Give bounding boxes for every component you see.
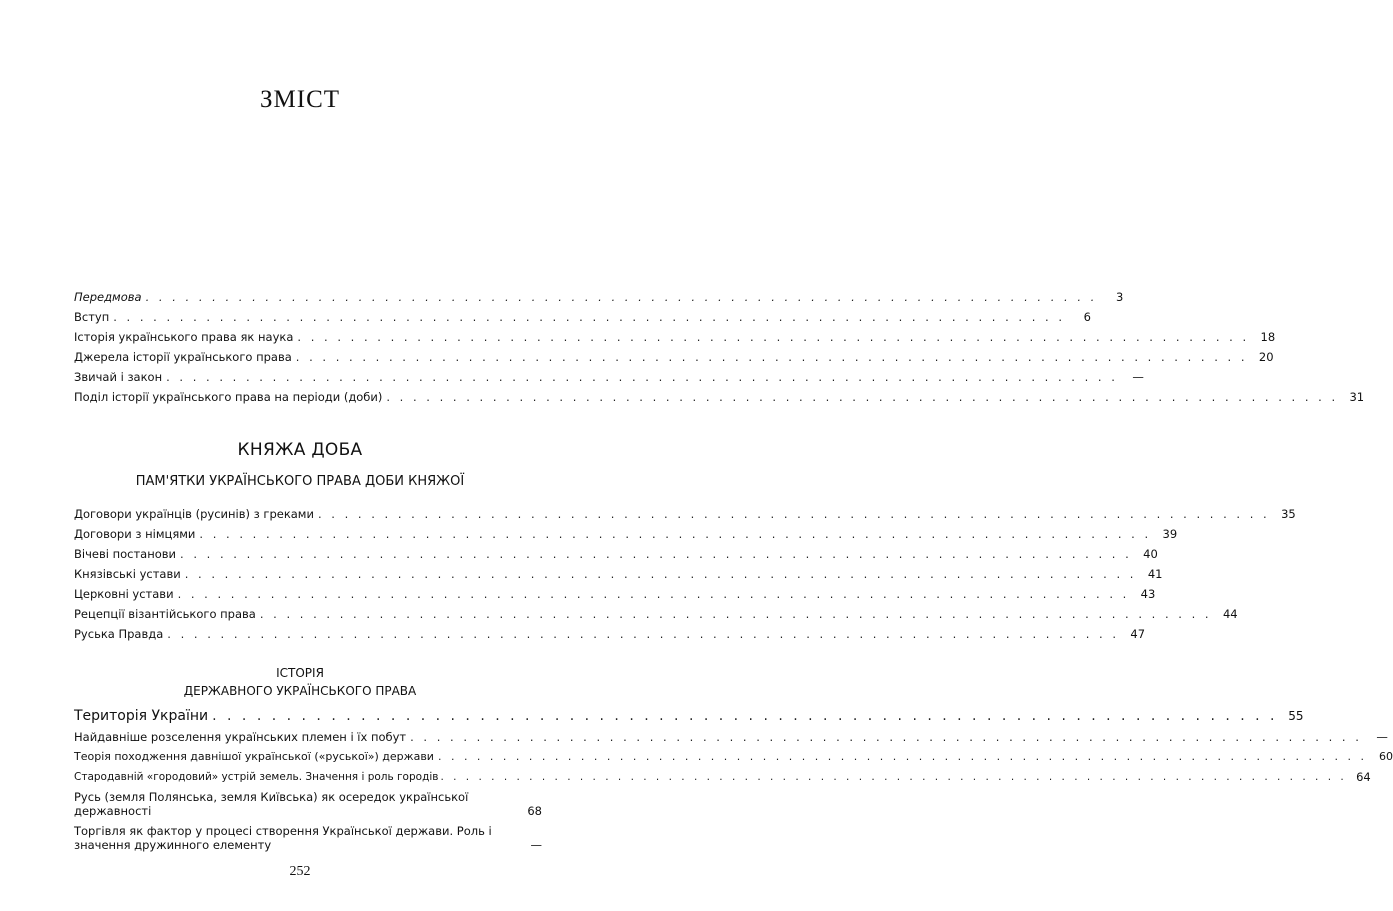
section-heading: ІСТОРІЯ — [276, 666, 324, 680]
toc-entry-page: 6 — [1083, 310, 1091, 324]
section-subheading: ПАМ'ЯТКИ УКРАЇНСЬКОГО ПРАВА ДОБИ КНЯЖОЇ — [135, 474, 465, 489]
toc-entry-page: 41 — [1147, 567, 1163, 581]
toc-entry-title: Торгівля як фактор у процесі створення Української держави. Роль і значення дружинного елементу — [74, 824, 492, 852]
toc-entry-title: Рецепції візантійського права — [74, 607, 256, 621]
toc-entry-title: Територія України — [74, 708, 209, 724]
toc-entry-page: 55 — [1288, 709, 1304, 723]
toc-entry-title: Руська Правда — [74, 627, 164, 641]
toc-entry — [74, 507, 1296, 521]
dot-leader: . . . . . . . . . . . . . . . . . . . . . . . . . . . . . . . . . . . . . . . . . . . . . . . . . . . . . . . . . . . . . . . . . . . . . . . . — [199, 527, 1152, 541]
toc-entry — [74, 290, 1124, 304]
toc-section1 — [74, 507, 1296, 641]
toc-intro — [74, 290, 1365, 404]
toc-entry — [74, 790, 542, 818]
toc-entry-title: Поділ історії українського права на періоди (доби) — [74, 390, 383, 404]
toc-entry-page: 18 — [1260, 330, 1276, 344]
toc-entry-page: 60 — [1378, 750, 1393, 763]
dot-leader: . . . . . . . . . . . . . . . . . . . . . . . . . . . . . . . . . . . . . . . . . . . . . . . . . . . . . . . . . . . . . . . . . . . . . . . . — [212, 708, 1278, 724]
toc-entry — [74, 730, 1388, 744]
toc-entry — [74, 350, 1274, 364]
toc-entry-title: Джерела історії українського права — [74, 350, 292, 364]
toc-entry-title: Найдавніше розселення українських племен і їх побут — [74, 730, 407, 744]
dot-leader: . . . . . . . . . . . . . . . . . . . . . . . . . . . . . . . . . . . . . . . . . . . . . . . . . . . . . . . . . . . . . . . . . . . . . . . . — [177, 587, 1130, 601]
dot-leader: . . . . . . . . . . . . . . . . . . . . . . . . . . . . . . . . . . . . . . . . . . . . . . . . . . . . . . . . . . . . . . . . . . . . . . . . — [166, 370, 1118, 384]
toc-entry-title: Стародавній «городовий» устрій земель. Значення і роль городів — [74, 771, 439, 783]
dot-leader: . . . . . . . . . . . . . . . . . . . . . . . . . . . . . . . . . . . . . . . . . . . . . . . . . . . . . . . . . . . . . . . . . . . . . . . . — [437, 750, 1367, 763]
section-heading: КНЯЖА ДОБА — [237, 440, 363, 460]
dot-leader: . . . . . . . . . . . . . . . . . . . . . . . . . . . . . . . . . . . . . . . . . . . . . . . . . . . . . . . . . . . . . . . . . . . . . . . . — [259, 607, 1212, 621]
toc-entry — [74, 770, 1371, 784]
toc-entry — [74, 527, 1178, 541]
toc-entry-page: 39 — [1162, 527, 1178, 541]
toc-entry — [74, 310, 1091, 324]
toc-entry-page: 68 — [527, 804, 542, 818]
dot-leader: . . . . . . . . . . . . . . . . . . . . . . . . . . . . . . . . . . . . . . . . . . . . . . . . . . . . . . . . . . . . . . . . . . . . . . . . — [167, 627, 1120, 641]
toc-entry-page: 20 — [1258, 350, 1274, 364]
toc-entry — [74, 330, 1276, 344]
toc-entry-page: 47 — [1130, 627, 1146, 641]
toc-entry — [74, 567, 1163, 581]
toc-entry-page: — — [530, 838, 542, 852]
dot-leader: . . . . . . . . . . . . . . . . . . . . . . . . . . . . . . . . . . . . . . . . . . . . . . . . . . . . . . . . . . . . . . . . . . . . . . . . — [410, 730, 1362, 744]
dot-leader: . . . . . . . . . . . . . . . . . . . . . . . . . . . . . . . . . . . . . . . . . . . . . . . . . . . . . . . . . . . . . . . . . . . . . . . . — [145, 290, 1098, 304]
toc-entry-page: — — [1132, 370, 1144, 384]
toc-entry-title: Князівські устави — [74, 567, 181, 581]
page-title: ЗМІСТ — [259, 86, 341, 113]
toc-entry-page: — — [1376, 730, 1388, 744]
toc-entry-title: Русь (земля Полянська, земля Київська) як осередок української державності — [74, 790, 469, 818]
toc-entry-title: Договори українців (русинів) з греками — [74, 507, 314, 521]
dot-leader: . . . . . . . . . . . . . . . . . . . . . . . . . . . . . . . . . . . . . . . . . . . . . . . . . . . . . . . . . . . . . . . . . . . . . . . . — [295, 350, 1248, 364]
toc-entry — [74, 587, 1156, 601]
toc-entry — [74, 370, 1144, 384]
dot-leader: . . . . . . . . . . . . . . . . . . . . . . . . . . . . . . . . . . . . . . . . . . . . . . . . . . . . . . . . . . . . . . . . . . . . . . . . — [180, 547, 1132, 561]
toc-entry-title: Звичай і закон — [74, 370, 163, 384]
dot-leader: . . . . . . . . . . . . . . . . . . . . . . . . . . . . . . . . . . . . . . . . . . . . . . . . . . . . . . . . . . . . . . . . . . . . . . . . — [297, 330, 1250, 344]
toc-entry — [74, 390, 1365, 404]
toc-entry — [74, 607, 1238, 621]
toc-entry-page: 44 — [1222, 607, 1238, 621]
toc-entry — [74, 547, 1158, 561]
toc-entry-page: 35 — [1281, 507, 1296, 521]
toc-entry-page: 3 — [1116, 290, 1124, 304]
page-number: 252 — [289, 864, 311, 879]
dot-leader: . . . . . . . . . . . . . . . . . . . . . . . . . . . . . . . . . . . . . . . . . . . . . . . . . . . . . . . . . . . . . . . . . . . . . . . . — [440, 771, 1347, 783]
toc-entry-title: Договори з німцями — [74, 527, 196, 541]
toc-entry-title: Передмова — [74, 290, 142, 304]
toc-entry — [74, 824, 542, 852]
dot-leader: . . . . . . . . . . . . . . . . . . . . . . . . . . . . . . . . . . . . . . . . . . . . . . . . . . . . . . . . . . . . . . . . . . . . . . . . — [113, 310, 1065, 324]
dot-leader: . . . . . . . . . . . . . . . . . . . . . . . . . . . . . . . . . . . . . . . . . . . . . . . . . . . . . . . . . . . . . . . . . . . . . . . . — [317, 507, 1270, 521]
toc-entry-title: Історія українського права як наука — [74, 330, 294, 344]
dot-leader: . . . . . . . . . . . . . . . . . . . . . . . . . . . . . . . . . . . . . . . . . . . . . . . . . . . . . . . . . . . . . . . . . . . . . . . . — [184, 567, 1137, 581]
toc-entry — [74, 750, 1393, 764]
toc-entry-title: Вічеві постанови — [74, 547, 177, 561]
toc-entry-page: 40 — [1143, 547, 1158, 561]
toc-entry — [74, 627, 1146, 641]
toc-entry-page: 31 — [1349, 390, 1365, 404]
toc-entry-title: Вступ — [74, 310, 110, 324]
toc-entry-title: Теорія походження давнішої української («руської») держави — [74, 750, 434, 763]
dot-leader: . . . . . . . . . . . . . . . . . . . . . . . . . . . . . . . . . . . . . . . . . . . . . . . . . . . . . . . . . . . . . . . . . . . . . . . . — [386, 390, 1339, 404]
section-heading: ДЕРЖАВНОГО УКРАЇНСЬКОГО ПРАВА — [183, 684, 417, 698]
toc-entry-page: 64 — [1356, 770, 1371, 784]
toc-entry-title: Церковні устави — [74, 587, 174, 601]
toc-entry — [74, 708, 1304, 724]
toc-section2 — [74, 708, 1393, 852]
toc-entry-page: 43 — [1140, 587, 1156, 601]
